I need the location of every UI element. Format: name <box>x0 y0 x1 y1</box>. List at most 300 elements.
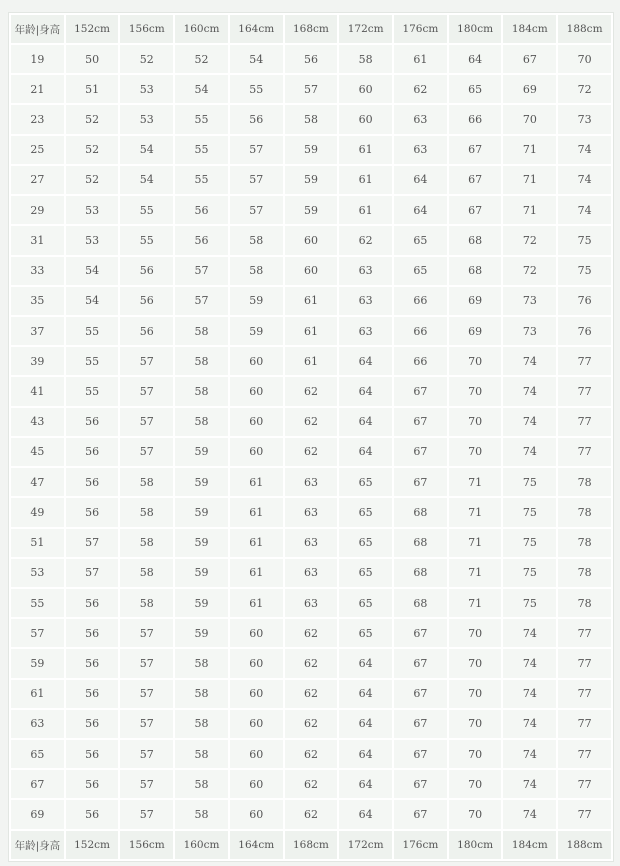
weight-cell: 74 <box>503 377 556 405</box>
weight-cell: 77 <box>558 619 611 647</box>
weight-cell: 64 <box>339 770 392 798</box>
weight-cell: 59 <box>175 529 228 557</box>
weight-cell: 57 <box>120 680 173 708</box>
weight-cell: 70 <box>449 619 502 647</box>
weight-cell: 62 <box>285 377 338 405</box>
weight-cell: 62 <box>285 800 338 829</box>
weight-cell: 61 <box>230 529 283 557</box>
weight-cell: 70 <box>449 740 502 768</box>
weight-cell: 74 <box>503 710 556 738</box>
weight-cell: 59 <box>285 166 338 194</box>
weight-cell: 57 <box>120 740 173 768</box>
weight-cell: 70 <box>449 770 502 798</box>
table-row <box>11 710 611 738</box>
age-cell: 63 <box>11 710 64 738</box>
weight-cell: 56 <box>66 589 119 617</box>
weight-cell: 61 <box>230 468 283 496</box>
table-row <box>11 680 611 708</box>
weight-cell: 78 <box>558 529 611 557</box>
weight-cell: 54 <box>175 75 228 103</box>
weight-cell: 73 <box>558 105 611 133</box>
header-cell-height: 156cm <box>120 15 173 43</box>
weight-cell: 71 <box>503 196 556 224</box>
weight-cell: 61 <box>339 196 392 224</box>
weight-cell: 67 <box>394 377 447 405</box>
weight-cell: 56 <box>66 498 119 526</box>
weight-cell: 58 <box>175 680 228 708</box>
weight-cell: 62 <box>285 740 338 768</box>
weight-cell: 57 <box>120 800 173 829</box>
weight-cell: 77 <box>558 710 611 738</box>
weight-cell: 64 <box>339 347 392 375</box>
table-row <box>11 136 611 164</box>
weight-cell: 74 <box>503 347 556 375</box>
weight-cell: 64 <box>339 377 392 405</box>
table-row <box>11 347 611 375</box>
weight-cell: 57 <box>285 75 338 103</box>
footer-cell-height: 160cm <box>175 831 228 859</box>
weight-cell: 54 <box>120 166 173 194</box>
table-row <box>11 529 611 557</box>
weight-cell: 63 <box>339 317 392 345</box>
weight-cell: 65 <box>339 529 392 557</box>
weight-cell: 58 <box>120 529 173 557</box>
weight-cell: 59 <box>175 619 228 647</box>
table-footer <box>11 831 611 859</box>
weight-cell: 57 <box>120 710 173 738</box>
age-cell: 53 <box>11 559 64 587</box>
weight-cell: 64 <box>449 45 502 73</box>
weight-cell: 78 <box>558 498 611 526</box>
weight-cell: 72 <box>503 226 556 254</box>
weight-cell: 62 <box>285 649 338 677</box>
weight-cell: 64 <box>394 196 447 224</box>
age-cell: 45 <box>11 438 64 466</box>
weight-cell: 63 <box>285 468 338 496</box>
weight-cell: 60 <box>230 800 283 829</box>
weight-cell: 70 <box>449 800 502 829</box>
weight-cell: 62 <box>285 710 338 738</box>
age-cell: 23 <box>11 105 64 133</box>
weight-cell: 51 <box>66 75 119 103</box>
weight-cell: 68 <box>394 559 447 587</box>
weight-cell: 64 <box>339 438 392 466</box>
weight-cell: 67 <box>449 136 502 164</box>
weight-cell: 52 <box>66 136 119 164</box>
age-cell: 21 <box>11 75 64 103</box>
table-row <box>11 468 611 496</box>
weight-cell: 71 <box>449 468 502 496</box>
weight-cell: 67 <box>394 619 447 647</box>
weight-cell: 75 <box>503 468 556 496</box>
weight-cell: 58 <box>175 770 228 798</box>
weight-cell: 52 <box>120 45 173 73</box>
weight-cell: 52 <box>66 105 119 133</box>
weight-cell: 59 <box>175 559 228 587</box>
weight-cell: 59 <box>230 287 283 315</box>
weight-cell: 74 <box>558 136 611 164</box>
header-cell-height: 188cm <box>558 15 611 43</box>
weight-cell: 59 <box>230 317 283 345</box>
weight-cell: 77 <box>558 800 611 829</box>
weight-cell: 67 <box>503 45 556 73</box>
weight-cell: 55 <box>175 105 228 133</box>
weight-cell: 62 <box>285 680 338 708</box>
weight-cell: 70 <box>449 649 502 677</box>
header-row <box>11 15 611 43</box>
weight-cell: 70 <box>449 347 502 375</box>
weight-cell: 57 <box>230 136 283 164</box>
weight-cell: 50 <box>66 45 119 73</box>
weight-cell: 57 <box>120 408 173 436</box>
weight-cell: 56 <box>66 680 119 708</box>
weight-cell: 52 <box>175 45 228 73</box>
footer-cell-height: 168cm <box>285 831 338 859</box>
weight-cell: 75 <box>503 498 556 526</box>
weight-cell: 66 <box>449 105 502 133</box>
weight-cell: 60 <box>230 347 283 375</box>
weight-cell: 67 <box>394 710 447 738</box>
weight-cell: 67 <box>394 800 447 829</box>
weight-cell: 53 <box>66 226 119 254</box>
age-cell: 61 <box>11 680 64 708</box>
age-cell: 51 <box>11 529 64 557</box>
weight-cell: 60 <box>285 257 338 285</box>
weight-cell: 58 <box>175 710 228 738</box>
weight-cell: 71 <box>449 498 502 526</box>
weight-cell: 59 <box>175 438 228 466</box>
weight-cell: 55 <box>66 347 119 375</box>
age-cell: 69 <box>11 800 64 829</box>
weight-cell: 74 <box>503 649 556 677</box>
age-cell: 65 <box>11 740 64 768</box>
age-cell: 49 <box>11 498 64 526</box>
table-row <box>11 438 611 466</box>
weight-cell: 61 <box>230 589 283 617</box>
weight-cell: 67 <box>394 740 447 768</box>
weight-cell: 55 <box>175 166 228 194</box>
weight-cell: 58 <box>230 257 283 285</box>
weight-cell: 70 <box>558 45 611 73</box>
weight-cell: 56 <box>120 317 173 345</box>
weight-cell: 73 <box>503 287 556 315</box>
weight-cell: 76 <box>558 287 611 315</box>
age-cell: 39 <box>11 347 64 375</box>
weight-table-container <box>8 12 614 862</box>
age-cell: 67 <box>11 770 64 798</box>
weight-cell: 60 <box>230 377 283 405</box>
weight-cell: 75 <box>503 559 556 587</box>
weight-cell: 64 <box>339 408 392 436</box>
weight-cell: 63 <box>394 105 447 133</box>
weight-cell: 61 <box>230 498 283 526</box>
weight-cell: 60 <box>230 680 283 708</box>
footer-cell-height: 188cm <box>558 831 611 859</box>
weight-cell: 60 <box>230 438 283 466</box>
weight-cell: 77 <box>558 347 611 375</box>
age-cell: 55 <box>11 589 64 617</box>
footer-cell-height: 176cm <box>394 831 447 859</box>
weight-cell: 60 <box>339 105 392 133</box>
weight-cell: 66 <box>394 287 447 315</box>
weight-cell: 57 <box>66 559 119 587</box>
weight-cell: 74 <box>503 740 556 768</box>
weight-cell: 56 <box>66 468 119 496</box>
weight-cell: 63 <box>394 136 447 164</box>
weight-cell: 64 <box>339 740 392 768</box>
weight-cell: 73 <box>503 317 556 345</box>
weight-cell: 58 <box>175 800 228 829</box>
weight-cell: 71 <box>449 529 502 557</box>
weight-cell: 69 <box>503 75 556 103</box>
weight-cell: 74 <box>503 619 556 647</box>
weight-cell: 58 <box>120 589 173 617</box>
weight-cell: 64 <box>339 710 392 738</box>
header-cell-age-height: 年龄|身高 <box>11 15 64 43</box>
table-header <box>11 15 611 43</box>
weight-cell: 61 <box>285 347 338 375</box>
weight-cell: 74 <box>503 770 556 798</box>
weight-cell: 65 <box>339 498 392 526</box>
weight-cell: 78 <box>558 559 611 587</box>
weight-cell: 58 <box>175 377 228 405</box>
weight-cell: 61 <box>285 317 338 345</box>
footer-row <box>11 831 611 859</box>
age-cell: 19 <box>11 45 64 73</box>
weight-cell: 55 <box>230 75 283 103</box>
weight-cell: 62 <box>285 770 338 798</box>
age-cell: 43 <box>11 408 64 436</box>
table-row <box>11 166 611 194</box>
weight-cell: 58 <box>175 740 228 768</box>
age-cell: 47 <box>11 468 64 496</box>
weight-cell: 56 <box>66 408 119 436</box>
weight-cell: 62 <box>339 226 392 254</box>
weight-cell: 56 <box>66 619 119 647</box>
footer-cell-height: 156cm <box>120 831 173 859</box>
table-body <box>11 45 611 829</box>
table-row <box>11 105 611 133</box>
weight-cell: 67 <box>394 649 447 677</box>
weight-cell: 63 <box>285 559 338 587</box>
weight-cell: 53 <box>120 105 173 133</box>
age-cell: 25 <box>11 136 64 164</box>
weight-cell: 57 <box>175 287 228 315</box>
weight-cell: 56 <box>66 710 119 738</box>
weight-cell: 77 <box>558 438 611 466</box>
weight-cell: 56 <box>285 45 338 73</box>
weight-cell: 65 <box>339 559 392 587</box>
weight-cell: 58 <box>175 649 228 677</box>
weight-cell: 56 <box>66 649 119 677</box>
weight-cell: 57 <box>120 649 173 677</box>
weight-cell: 61 <box>339 136 392 164</box>
age-cell: 29 <box>11 196 64 224</box>
weight-cell: 53 <box>66 196 119 224</box>
weight-cell: 75 <box>503 529 556 557</box>
weight-cell: 55 <box>66 377 119 405</box>
header-cell-height: 184cm <box>503 15 556 43</box>
weight-cell: 63 <box>285 498 338 526</box>
weight-cell: 65 <box>339 619 392 647</box>
footer-cell-height: 180cm <box>449 831 502 859</box>
age-cell: 33 <box>11 257 64 285</box>
weight-cell: 77 <box>558 740 611 768</box>
weight-cell: 58 <box>175 408 228 436</box>
weight-cell: 57 <box>120 619 173 647</box>
weight-cell: 60 <box>230 619 283 647</box>
weight-cell: 61 <box>394 45 447 73</box>
table-row <box>11 498 611 526</box>
weight-cell: 55 <box>120 196 173 224</box>
weight-cell: 62 <box>285 438 338 466</box>
weight-cell: 67 <box>394 680 447 708</box>
weight-cell: 58 <box>285 105 338 133</box>
weight-cell: 60 <box>230 740 283 768</box>
weight-cell: 67 <box>449 196 502 224</box>
weight-cell: 77 <box>558 680 611 708</box>
age-cell: 37 <box>11 317 64 345</box>
weight-cell: 60 <box>230 408 283 436</box>
table-row <box>11 45 611 73</box>
weight-cell: 71 <box>449 589 502 617</box>
weight-cell: 63 <box>339 287 392 315</box>
weight-cell: 67 <box>449 166 502 194</box>
weight-cell: 54 <box>230 45 283 73</box>
weight-cell: 74 <box>503 408 556 436</box>
header-cell-height: 180cm <box>449 15 502 43</box>
age-cell: 31 <box>11 226 64 254</box>
weight-cell: 71 <box>503 166 556 194</box>
weight-cell: 70 <box>449 377 502 405</box>
weight-cell: 70 <box>449 408 502 436</box>
weight-cell: 63 <box>285 589 338 617</box>
weight-cell: 76 <box>558 317 611 345</box>
weight-cell: 64 <box>339 680 392 708</box>
weight-cell: 67 <box>394 468 447 496</box>
weight-cell: 57 <box>230 166 283 194</box>
weight-cell: 70 <box>449 438 502 466</box>
weight-cell: 57 <box>175 257 228 285</box>
header-cell-height: 172cm <box>339 15 392 43</box>
footer-cell-height: 184cm <box>503 831 556 859</box>
weight-cell: 70 <box>503 105 556 133</box>
weight-cell: 67 <box>394 438 447 466</box>
weight-cell: 64 <box>339 800 392 829</box>
table-row <box>11 196 611 224</box>
age-cell: 59 <box>11 649 64 677</box>
weight-cell: 54 <box>66 287 119 315</box>
weight-cell: 55 <box>120 226 173 254</box>
age-cell: 27 <box>11 166 64 194</box>
weight-cell: 61 <box>339 166 392 194</box>
table-row <box>11 287 611 315</box>
weight-cell: 57 <box>120 438 173 466</box>
weight-cell: 59 <box>285 136 338 164</box>
weight-cell: 57 <box>120 770 173 798</box>
weight-cell: 68 <box>449 226 502 254</box>
weight-cell: 63 <box>285 529 338 557</box>
weight-cell: 58 <box>230 226 283 254</box>
age-cell: 41 <box>11 377 64 405</box>
weight-cell: 78 <box>558 468 611 496</box>
weight-cell: 56 <box>66 770 119 798</box>
weight-cell: 57 <box>120 377 173 405</box>
weight-cell: 66 <box>394 317 447 345</box>
weight-cell: 56 <box>66 438 119 466</box>
table-row <box>11 257 611 285</box>
weight-cell: 52 <box>66 166 119 194</box>
weight-cell: 69 <box>449 287 502 315</box>
weight-cell: 68 <box>449 257 502 285</box>
weight-cell: 72 <box>558 75 611 103</box>
table-row <box>11 589 611 617</box>
weight-cell: 59 <box>175 498 228 526</box>
weight-cell: 60 <box>230 649 283 677</box>
weight-cell: 71 <box>449 559 502 587</box>
weight-cell: 77 <box>558 408 611 436</box>
weight-cell: 68 <box>394 589 447 617</box>
weight-cell: 61 <box>285 287 338 315</box>
weight-cell: 75 <box>558 226 611 254</box>
table-row <box>11 619 611 647</box>
weight-cell: 57 <box>66 529 119 557</box>
table-row <box>11 559 611 587</box>
weight-cell: 75 <box>503 589 556 617</box>
weight-cell: 65 <box>394 226 447 254</box>
weight-cell: 56 <box>120 287 173 315</box>
header-cell-height: 164cm <box>230 15 283 43</box>
weight-cell: 56 <box>66 740 119 768</box>
table-row <box>11 740 611 768</box>
weight-cell: 60 <box>285 226 338 254</box>
weight-cell: 60 <box>230 770 283 798</box>
weight-cell: 65 <box>394 257 447 285</box>
weight-cell: 58 <box>175 347 228 375</box>
weight-cell: 59 <box>285 196 338 224</box>
table-row <box>11 408 611 436</box>
weight-cell: 57 <box>230 196 283 224</box>
weight-cell: 63 <box>339 257 392 285</box>
weight-cell: 62 <box>285 619 338 647</box>
header-cell-height: 160cm <box>175 15 228 43</box>
weight-cell: 55 <box>66 317 119 345</box>
weight-cell: 65 <box>339 468 392 496</box>
weight-cell: 74 <box>503 800 556 829</box>
weight-cell: 59 <box>175 589 228 617</box>
table-row <box>11 317 611 345</box>
weight-cell: 74 <box>558 166 611 194</box>
weight-cell: 65 <box>449 75 502 103</box>
table-row <box>11 75 611 103</box>
weight-table <box>9 13 613 861</box>
weight-cell: 67 <box>394 770 447 798</box>
weight-cell: 58 <box>339 45 392 73</box>
header-cell-height: 176cm <box>394 15 447 43</box>
footer-cell-height: 164cm <box>230 831 283 859</box>
table-row <box>11 377 611 405</box>
footer-cell-age-height: 年龄|身高 <box>11 831 64 859</box>
header-cell-height: 168cm <box>285 15 338 43</box>
weight-cell: 59 <box>175 468 228 496</box>
weight-cell: 75 <box>558 257 611 285</box>
weight-cell: 56 <box>175 226 228 254</box>
table-row <box>11 226 611 254</box>
weight-cell: 55 <box>175 136 228 164</box>
weight-cell: 77 <box>558 649 611 677</box>
weight-cell: 53 <box>120 75 173 103</box>
weight-cell: 56 <box>120 257 173 285</box>
